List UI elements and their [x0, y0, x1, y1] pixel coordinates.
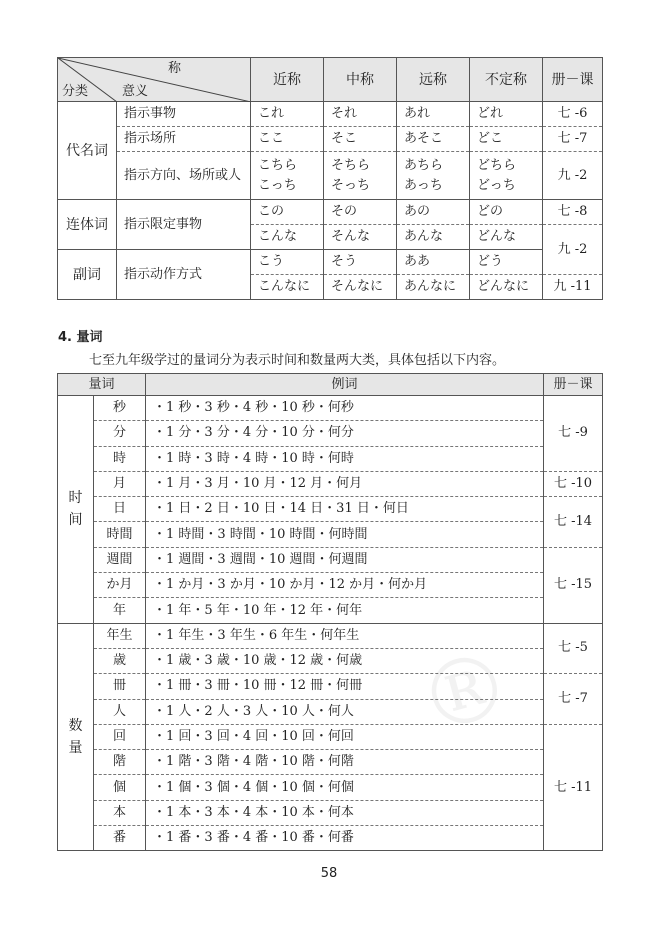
- examples-cell: ・1 本・3 本・4 本・10 本・何本: [146, 800, 544, 825]
- near-cell: こんなに: [251, 275, 324, 300]
- unit-cell: 日: [94, 497, 146, 522]
- table-row: [58, 800, 603, 825]
- unit-cell: 回: [94, 724, 146, 749]
- header-corner-left: 分类: [62, 84, 89, 99]
- examples-cell: ・1 秒・3 秒・4 秒・10 秒・何秒: [146, 396, 544, 421]
- header-counter: 量词: [58, 374, 146, 396]
- near-cell: こう: [251, 250, 324, 275]
- lesson-cell: 七 -10: [544, 471, 603, 496]
- indefinite-cell: どう: [470, 250, 543, 275]
- unit-cell: 人: [94, 699, 146, 724]
- category-quantity: 数量: [58, 623, 94, 851]
- examples-cell: ・1 年生・3 年生・6 年生・何年生: [146, 623, 544, 648]
- table-row: [58, 674, 603, 699]
- unit-cell: 本: [94, 800, 146, 825]
- near-cell: [251, 152, 324, 200]
- demonstratives-table: [57, 57, 603, 300]
- meaning-cell: 指示方向、场所或人: [117, 152, 251, 200]
- header-indefinite: 不定称: [470, 58, 543, 102]
- middle-line-1: そちら: [331, 157, 371, 173]
- lesson-cell: 七 -6: [543, 102, 603, 127]
- unit-cell: 時: [94, 446, 146, 471]
- lesson-cell: 七 -11: [544, 724, 603, 850]
- near-line-2: こっち: [258, 177, 297, 193]
- header-corner-top: 称: [168, 61, 182, 76]
- header-near: 近称: [251, 58, 324, 102]
- table-row: [58, 750, 603, 775]
- lesson-cell: 九 -11: [543, 275, 603, 300]
- header-far: 远称: [397, 58, 470, 102]
- examples-cell: ・1 日・2 日・10 日・14 日・31 日・何日: [146, 497, 544, 522]
- near-cell: これ: [251, 102, 324, 127]
- indefinite-cell: どんなに: [470, 275, 543, 300]
- section-intro: 七至九年级学过的量词分为表示时间和数量两大类，具体包括以下内容。: [89, 353, 506, 368]
- table-row: [58, 547, 603, 572]
- unit-cell: 分: [94, 421, 146, 446]
- middle-cell: そう: [324, 250, 397, 275]
- lesson-cell: 七 -9: [544, 396, 603, 472]
- unit-cell: か月: [94, 573, 146, 598]
- examples-cell: ・1 冊・3 冊・10 冊・12 冊・何冊: [146, 674, 544, 699]
- counters-table: [57, 373, 603, 851]
- indefinite-cell: どんな: [470, 225, 543, 250]
- table-row: [58, 648, 603, 673]
- unit-cell: 冊: [94, 674, 146, 699]
- table-row: [58, 102, 603, 127]
- table-row: [58, 471, 603, 496]
- near-line-1: こちら: [258, 157, 298, 173]
- lesson-cell: 七 -7: [544, 674, 603, 725]
- category-adnominal: 连体词: [58, 200, 117, 250]
- publisher-watermark: ®: [407, 630, 523, 755]
- middle-line-2: そっち: [331, 177, 371, 193]
- indefinite-line-2: どっち: [477, 177, 516, 193]
- meaning-cell: 指示事物: [117, 102, 251, 127]
- lesson-cell: 七 -14: [544, 497, 603, 548]
- indefinite-line-1: どちら: [477, 157, 517, 173]
- indefinite-cell: どの: [470, 200, 543, 225]
- far-cell: [397, 152, 470, 200]
- page-number: 58: [320, 866, 338, 881]
- category-adverb: 副词: [58, 250, 117, 300]
- examples-cell: ・1 週間・3 週間・10 週間・何週間: [146, 547, 544, 572]
- unit-cell: 月: [94, 471, 146, 496]
- middle-cell: [324, 152, 397, 200]
- examples-cell: ・1 年・5 年・10 年・12 年・何年: [146, 598, 544, 623]
- middle-cell: それ: [324, 102, 397, 127]
- section-title: 4. 量词: [58, 330, 103, 345]
- table-row: [58, 598, 603, 623]
- table-row: [58, 826, 603, 851]
- examples-cell: ・1 回・3 回・4 回・10 回・何回: [146, 724, 544, 749]
- examples-cell: ・1 月・3 月・10 月・12 月・何月: [146, 471, 544, 496]
- examples-cell: ・1 個・3 個・4 個・10 個・何個: [146, 775, 544, 800]
- lesson-cell: 七 -5: [544, 623, 603, 674]
- near-cell: ここ: [251, 127, 324, 152]
- table-row: [58, 127, 603, 152]
- examples-cell: ・1 分・3 分・4 分・10 分・何分: [146, 421, 544, 446]
- table-row: [58, 421, 603, 446]
- table-row: [58, 775, 603, 800]
- table-row: [58, 396, 603, 421]
- unit-cell: 番: [94, 826, 146, 851]
- examples-cell: ・1 時間・3 時間・10 時間・何時間: [146, 522, 544, 547]
- middle-cell: そんなに: [324, 275, 397, 300]
- meaning-cell: 指示场所: [117, 127, 251, 152]
- near-cell: こんな: [251, 225, 324, 250]
- lesson-cell: 七 -7: [543, 127, 603, 152]
- table-row: [58, 522, 603, 547]
- examples-cell: ・1 階・3 階・4 階・10 階・何階: [146, 750, 544, 775]
- examples-cell: ・1 人・2 人・3 人・10 人・何人: [146, 699, 544, 724]
- far-cell: ああ: [397, 250, 470, 275]
- table-row: [58, 497, 603, 522]
- examples-cell: ・1 か月・3 か月・10 か月・12 か月・何か月: [146, 573, 544, 598]
- unit-cell: 年生: [94, 623, 146, 648]
- lesson-cell: 七 -8: [543, 200, 603, 225]
- indefinite-cell: [470, 152, 543, 200]
- diagonal-header-cell: [58, 58, 251, 102]
- indefinite-cell: どれ: [470, 102, 543, 127]
- table-row: [58, 250, 603, 275]
- far-line-1: あちら: [404, 157, 444, 173]
- lesson-cell-shared: 九 -2: [543, 225, 603, 275]
- category-time: 时间: [58, 396, 94, 624]
- table-row: [58, 446, 603, 471]
- unit-cell: 歳: [94, 648, 146, 673]
- table-row: [58, 152, 603, 200]
- header-lesson: 册－课: [543, 58, 603, 102]
- examples-cell: ・1 時・3 時・4 時・10 時・何時: [146, 446, 544, 471]
- far-cell: あの: [397, 200, 470, 225]
- near-cell: この: [251, 200, 324, 225]
- lesson-cell: 七 -15: [544, 547, 603, 623]
- table-row: [58, 200, 603, 225]
- header-examples: 例词: [146, 374, 544, 396]
- meaning-cell: 指示限定事物: [117, 200, 251, 250]
- header-corner-right: 意义: [122, 84, 149, 99]
- unit-cell: 時間: [94, 522, 146, 547]
- table-row: [58, 623, 603, 648]
- middle-cell: その: [324, 200, 397, 225]
- far-cell: あそこ: [397, 127, 470, 152]
- far-cell: あんな: [397, 225, 470, 250]
- unit-cell: 個: [94, 775, 146, 800]
- table-row: [58, 573, 603, 598]
- unit-cell: 年: [94, 598, 146, 623]
- far-line-2: あっち: [404, 177, 443, 193]
- examples-cell: ・1 番・3 番・4 番・10 番・何番: [146, 826, 544, 851]
- unit-cell: 階: [94, 750, 146, 775]
- far-cell: あれ: [397, 102, 470, 127]
- lesson-cell: 九 -2: [543, 152, 603, 200]
- indefinite-cell: どこ: [470, 127, 543, 152]
- middle-cell: そこ: [324, 127, 397, 152]
- table-row: [58, 724, 603, 749]
- category-pronoun: 代名词: [58, 102, 117, 200]
- header-lesson: 册－课: [544, 374, 603, 396]
- unit-cell: 週間: [94, 547, 146, 572]
- meaning-cell: 指示动作方式: [117, 250, 251, 300]
- examples-cell: ・1 歳・3 歳・10 歳・12 歳・何歳: [146, 648, 544, 673]
- far-cell: あんなに: [397, 275, 470, 300]
- unit-cell: 秒: [94, 396, 146, 421]
- middle-cell: そんな: [324, 225, 397, 250]
- header-middle: 中称: [324, 58, 397, 102]
- table-row: [58, 699, 603, 724]
